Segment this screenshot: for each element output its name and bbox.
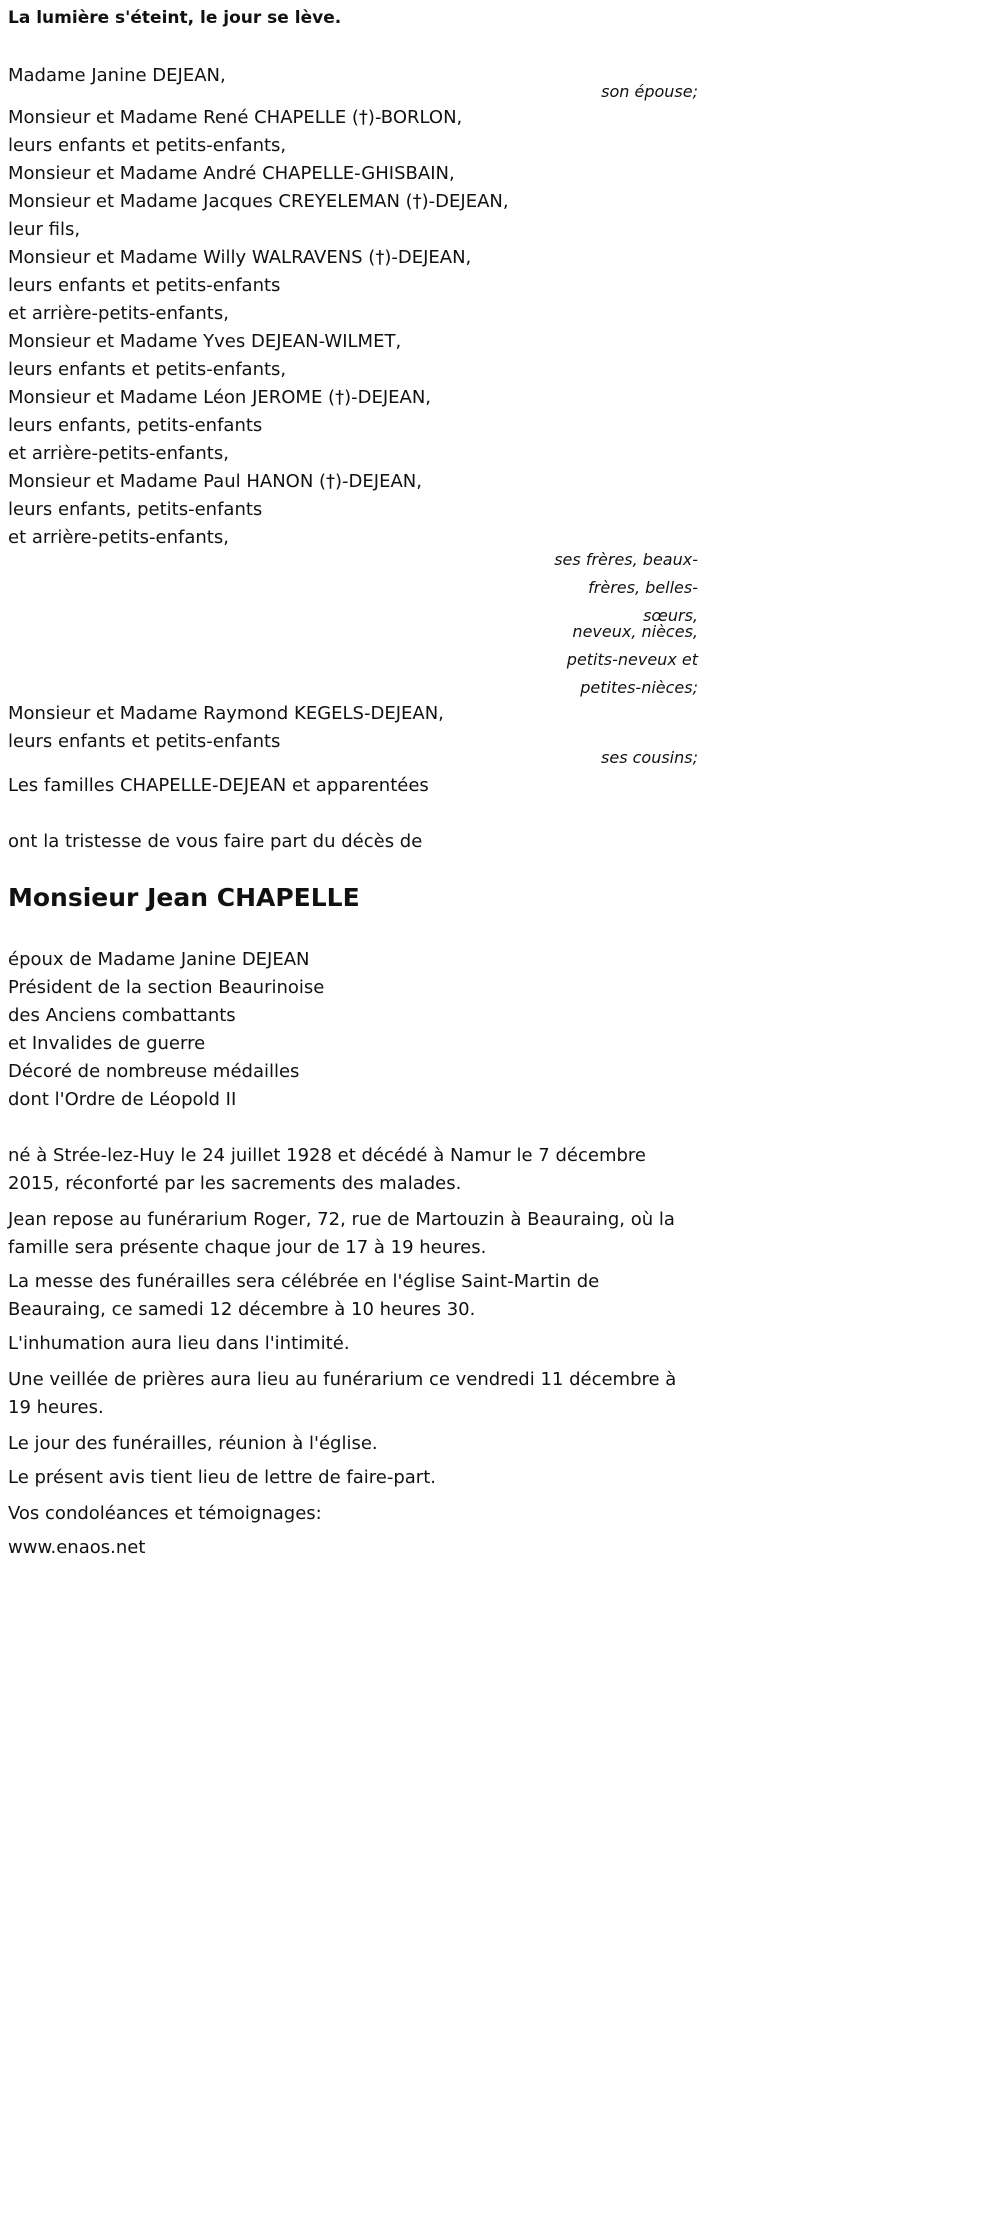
announcement: ont la tristesse de vous faire part du décès de [8, 831, 423, 852]
cousins-line: Monsieur et Madame Raymond KEGELS-DEJEAN, [8, 703, 444, 724]
family-line: Monsieur et Madame Willy WALRAVENS (†)-DEJEAN, [8, 247, 472, 268]
family-line: Monsieur et Madame Léon JEROME (†)-DEJEAN, [8, 387, 431, 408]
relation-nephews [567, 618, 698, 702]
relation-cousins: ses cousins; [601, 748, 698, 767]
paragraph-funerarium: Jean repose au funérarium Roger, 72, rue de Martouzin à Beauraing, où la famille sera présente chaque jour de 17 à 19 heures. [8, 1209, 675, 1258]
bio-line: Décoré de nombreuse médailles [8, 1061, 300, 1082]
family-line: et arrière-petits-enfants, [8, 527, 229, 548]
paragraph-notice: Le présent avis tient lieu de lettre de faire-part. [8, 1467, 436, 1488]
relation-line: neveux, nièces, [572, 622, 698, 641]
relation-line: petits-neveux et [566, 650, 698, 669]
family-line: leurs enfants et petits-enfants [8, 275, 281, 296]
family-line: Monsieur et Madame René CHAPELLE (†)-BORLON, [8, 107, 463, 128]
relation-line: frères, belles- [588, 578, 698, 597]
spouse-line: Madame Janine DEJEAN, [8, 65, 226, 86]
relation-line: ses frères, beaux- [554, 550, 698, 569]
cousins-line: leurs enfants et petits-enfants [8, 731, 281, 752]
bio-line: des Anciens combattants [8, 1005, 236, 1026]
relation-line: sœurs, [643, 606, 698, 625]
bio-line: et Invalides de guerre [8, 1033, 206, 1054]
family-line: leurs enfants et petits-enfants, [8, 359, 287, 380]
relation-line: petites-nièces; [580, 678, 698, 697]
family-line: leurs enfants, petits-enfants [8, 415, 263, 436]
family-line: Monsieur et Madame Paul HANON (†)-DEJEAN, [8, 471, 422, 492]
bio-line: dont l'Ordre de Léopold II [8, 1089, 237, 1110]
heading: La lumière s'éteint, le jour se lève. [8, 8, 342, 28]
paragraph-vigil: Une veillée de prières aura lieu au funérarium ce vendredi 11 décembre à 19 heures. [8, 1369, 677, 1418]
family-line: Monsieur et Madame Jacques CREYELEMAN (†)-DEJEAN, [8, 191, 509, 212]
bio-block [8, 946, 324, 1114]
paragraph-mass: La messe des funérailles sera célébrée en l'église Saint-Martin de Beauraing, ce samedi 12 décembre à 10 heures 30. [8, 1271, 600, 1320]
bio-line: époux de Madame Janine DEJEAN [8, 949, 310, 970]
family-line: et arrière-petits-enfants, [8, 443, 229, 464]
family-line: et arrière-petits-enfants, [8, 303, 229, 324]
spouse-relation: son épouse; [601, 82, 698, 101]
website-link[interactable]: www.enaos.net [8, 1537, 146, 1558]
family-line: leur fils, [8, 219, 81, 240]
paragraph-meeting: Le jour des funérailles, réunion à l'église. [8, 1433, 378, 1454]
family-block-1 [8, 104, 509, 552]
deceased-name: Monsieur Jean CHAPELLE [8, 883, 360, 912]
families-line: Les familles CHAPELLE-DEJEAN et apparentées [8, 775, 429, 796]
family-line: Monsieur et Madame André CHAPELLE-GHISBAIN, [8, 163, 455, 184]
family-line: leurs enfants et petits-enfants, [8, 135, 287, 156]
paragraph-burial: L'inhumation aura lieu dans l'intimité. [8, 1333, 350, 1354]
family-line: leurs enfants, petits-enfants [8, 499, 263, 520]
cousins-block [8, 700, 444, 756]
bio-line: Président de la section Beaurinoise [8, 977, 325, 998]
paragraph-birth-death: né à Strée-lez-Huy le 24 juillet 1928 et décédé à Namur le 7 décembre 2015, réconforté par les sacrements des malades. [8, 1145, 646, 1194]
paragraph-condolences: Vos condoléances et témoignages: [8, 1503, 322, 1524]
family-line: Monsieur et Madame Yves DEJEAN-WILMET, [8, 331, 402, 352]
